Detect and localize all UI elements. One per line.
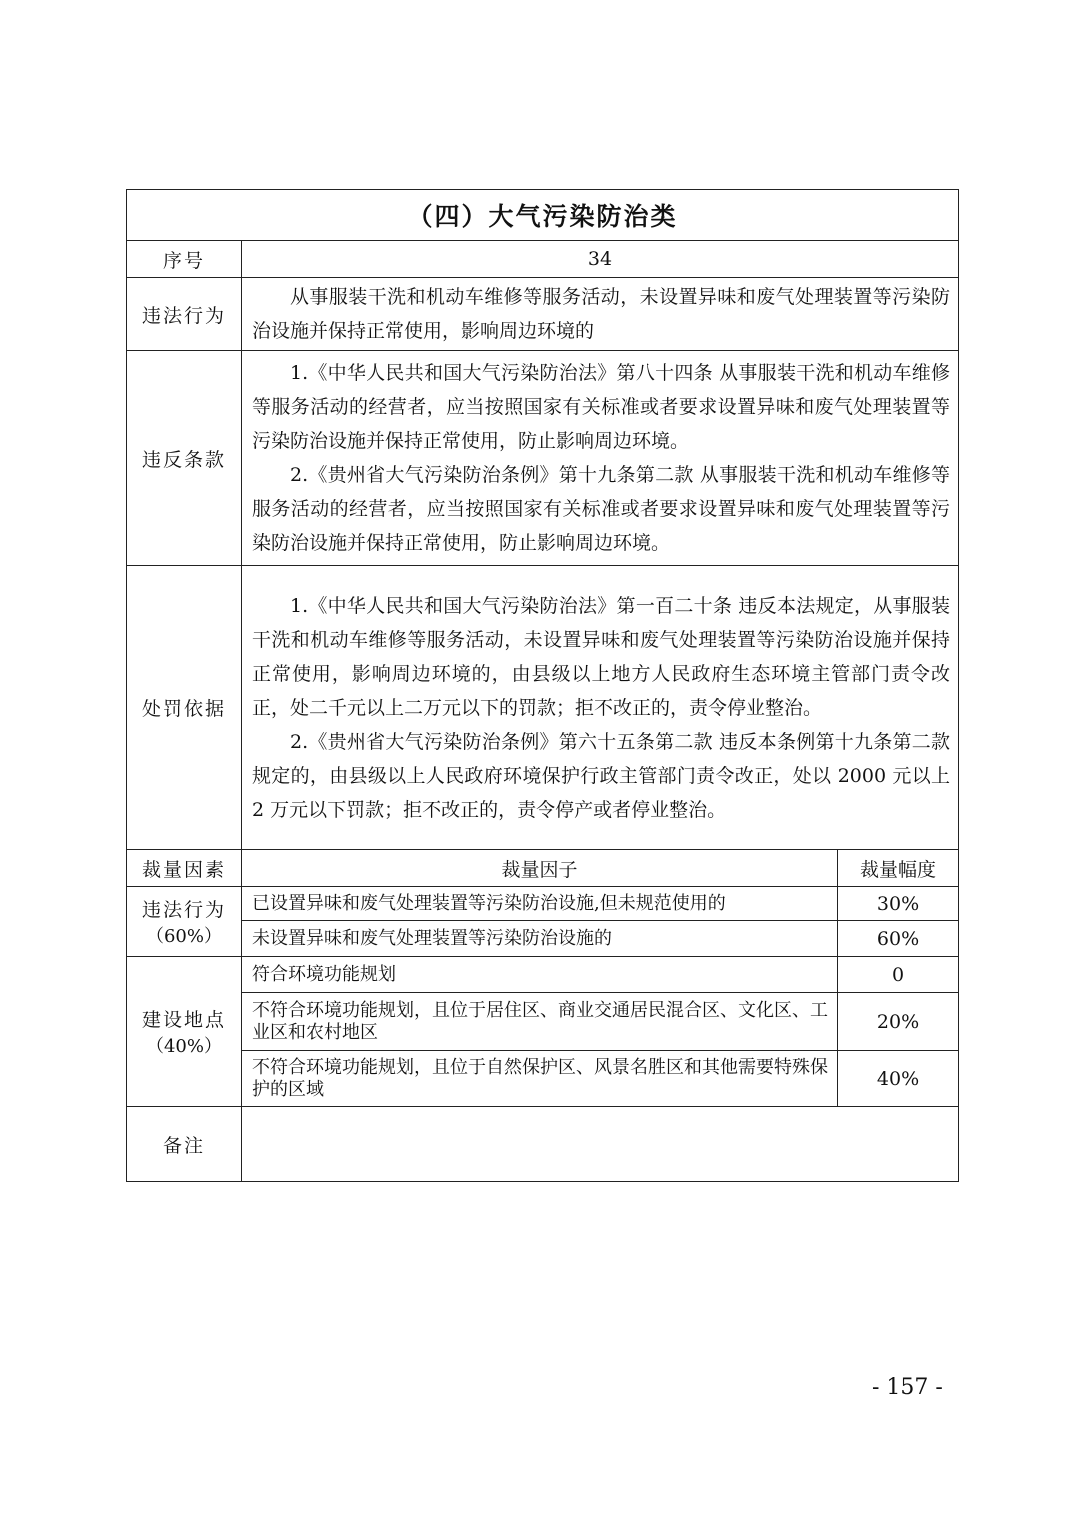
factor-cell: 未设置异味和废气处理装置等污染防治设施的 — [242, 921, 838, 957]
enforcement-table — [126, 189, 959, 1182]
table-title: （四）大气污染防治类 — [127, 190, 959, 241]
violation-text: 从事服装干洗和机动车维修等服务活动，未设置异味和废气处理装置等污染防治设施并保持正常使用，影响周边环境的 — [252, 286, 951, 342]
violation-cell — [242, 278, 959, 351]
factor-cell: 符合环境功能规划 — [242, 957, 838, 993]
factor-cell: 不符合环境功能规划，且位于自然保护区、风景名胜区和其他需要特殊保护的区域 — [242, 1051, 838, 1107]
penalty-label: 处罚依据 — [127, 566, 242, 850]
remark-value — [242, 1107, 959, 1182]
seq-value: 34 — [242, 241, 959, 278]
group-name: 违法行为 — [141, 899, 226, 921]
clause-item: 1.《中华人民共和国大气污染防治法》第八十四条 从事服装干洗和机动车维修等服务活动的经营者，应当按照国家有关标准或者要求设置异味和废气处理装置等污染防治设施并保持正常使用，防止影响周边环境。 — [252, 362, 951, 452]
group-weight: （40%） — [145, 1036, 222, 1057]
seq-label: 序号 — [127, 241, 242, 278]
discretion-header-range: 裁量幅度 — [838, 850, 959, 887]
group-name: 建设地点 — [141, 1009, 226, 1031]
range-cell: 0 — [838, 957, 959, 993]
remark-label: 备注 — [127, 1107, 242, 1182]
clause-item: 2.《贵州省大气污染防治条例》第十九条第二款 从事服装干洗和机动车维修等服务活动的经营者，应当按照国家有关标准或者要求设置异味和废气处理装置等污染防治设施并保持正常使用，防止影响周边环境。 — [252, 464, 951, 554]
penalty-item: 1.《中华人民共和国大气污染防治法》第一百二十条 违反本法规定，从事服装干洗和机动车维修等服务活动，未设置异味和废气处理装置等污染防治设施并保持正常使用，影响周边环境的，由县级以上地方人民政府生态环境主管部门责令改正，处二千元以上二万元以下的罚款；拒不改正的，责令停业整治。 — [252, 594, 951, 719]
range-cell: 60% — [838, 921, 959, 957]
factor-cell: 已设置异味和废气处理装置等污染防治设施,但未规范使用的 — [242, 887, 838, 921]
clauses-cell — [242, 351, 959, 566]
violation-label: 违法行为 — [127, 278, 242, 351]
range-cell: 30% — [838, 887, 959, 921]
discretion-header-factor: 裁量因素 — [127, 850, 242, 887]
range-cell: 40% — [838, 1051, 959, 1107]
page-number: - 157 - — [872, 1375, 943, 1400]
penalty-cell — [242, 566, 959, 850]
penalty-item: 2.《贵州省大气污染防治条例》第六十五条第二款 违反本条例第十九条第二款规定的，由县级以上人民政府环境保护行政主管部门责令改正，处以 2000 元以上 2 万元以下罚款；拒不改正的，责令停产或者停业整治。 — [252, 730, 951, 821]
group-weight: （60%） — [145, 926, 222, 947]
group-violation-label — [127, 887, 242, 957]
group-location-label — [127, 957, 242, 1107]
clauses-label: 违反条款 — [127, 351, 242, 566]
discretion-header-subfactor: 裁量因子 — [242, 850, 838, 887]
range-cell: 20% — [838, 993, 959, 1051]
factor-cell: 不符合环境功能规划，且位于居住区、商业交通居民混合区、文化区、工业区和农村地区 — [242, 993, 838, 1051]
